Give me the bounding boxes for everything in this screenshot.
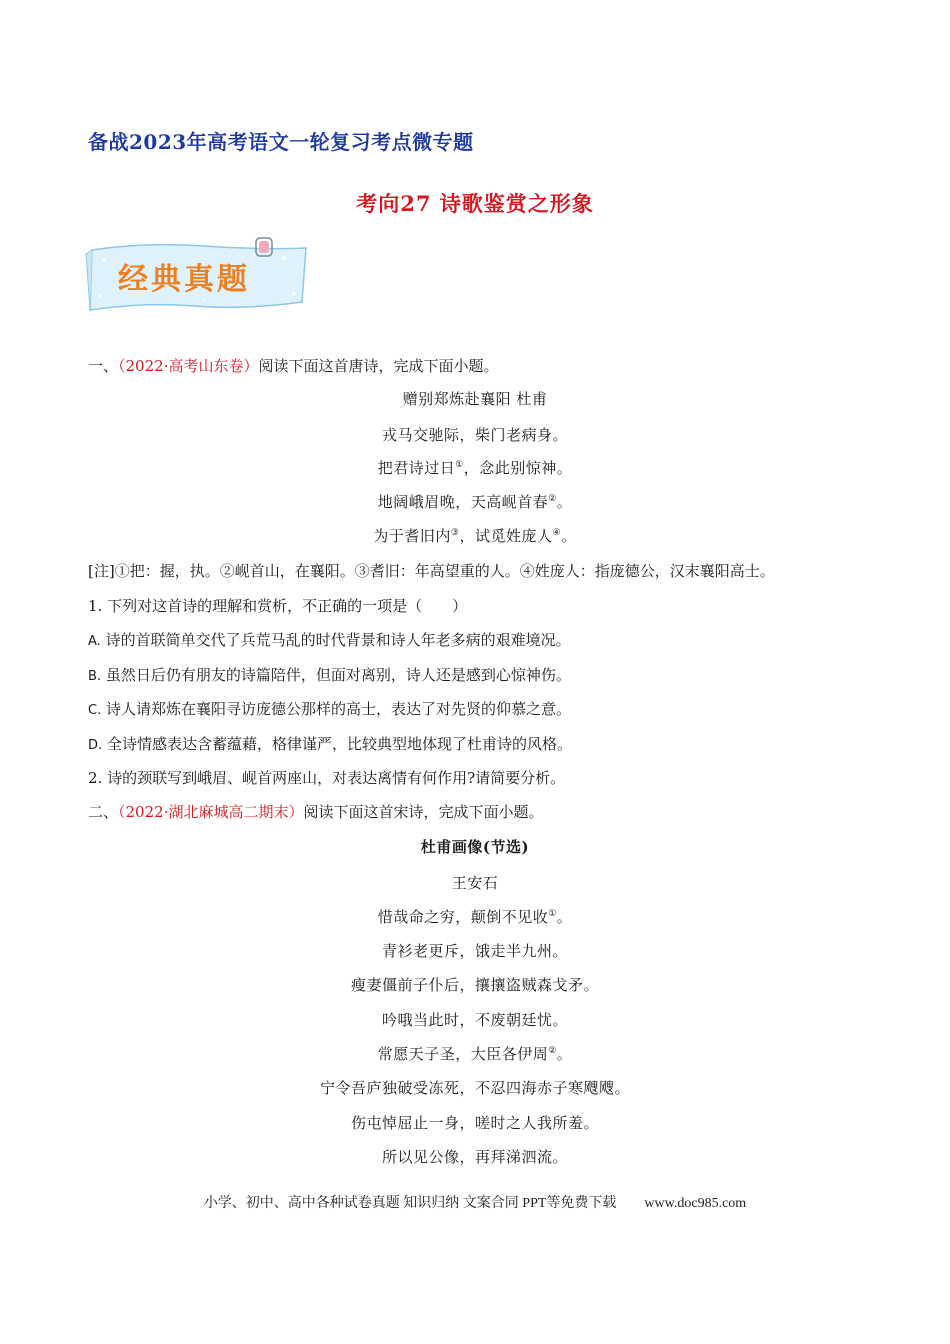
poem1-line-3: 地阔峨眉晚，天高岘首春②。 [377,493,573,511]
poem1-line-4: 为于耆旧内③，试觅姓庞人④。 [373,527,577,545]
poem1-note: [注]①把：握，执。②岘首山，在襄阳。③耆旧：年高望重的人。④姓庞人：指庞德公，汉末襄阳高士。 [88,562,775,580]
poem2-title: 杜甫画像(节选) [420,838,530,856]
poem2-line-6: 宁令吾庐独破受冻死，不忍四海赤子寒飕飕。 [319,1079,630,1097]
section2-instruction: 阅读下面这首宋诗，完成下面小题。 [303,803,544,821]
question-2: 2. 诗的颈联写到峨眉、岘首两座山，对表达离情有何作用?请简要分析。 [88,769,566,787]
poem1-line-1: 戎马交驰际，柴门老病身。 [381,426,568,444]
option-d: D. 全诗情感表达含蓄蕴藉，格律谨严，比较典型地体现了杜甫诗的风格。 [88,735,572,753]
banner-label: 经典真题 [118,262,250,297]
page-footer: 小学、初中、高中各种试卷真题 知识归纳 文案合同 PPT等免费下载 www.doc985.com [203,1196,747,1211]
poem2-line-7: 伤屯悼屈止一身，嗟时之人我所羞。 [350,1114,599,1132]
poem2-line-8: 所以见公像，再拜涕泗流。 [381,1148,568,1166]
section1-prefix: 一、 [88,357,119,375]
section2-source: （2022·湖北麻城高二期末） [118,803,304,821]
classic-exam-banner [84,236,314,318]
poem2-author: 王安石 [451,874,499,892]
poem1-title: 赠别郑炼赴襄阳 杜甫 [402,390,548,408]
poem2-line-4: 吟哦当此时，不废朝廷忧。 [381,1011,568,1029]
option-c: C. 诗人请郑炼在襄阳寻访庞德公那样的高士，表达了对先贤的仰慕之意。 [88,700,572,718]
option-a: A. 诗的首联简单交代了兵荒马乱的时代背景和诗人年老多病的艰难境况。 [88,631,571,649]
section2-heading [88,801,543,823]
section1-instruction: 阅读下面这首唐诗，完成下面小题。 [258,357,499,375]
poem2-line-1: 惜哉命之穷，颠倒不见收①。 [377,908,573,926]
topic-title: 考向27 诗歌鉴赏之形象 [356,191,594,216]
question-1: 1. 下列对这首诗的理解和赏析，不正确的一项是（ ） [88,597,468,615]
section2-prefix: 二、 [88,803,119,821]
poem2-line-3: 瘦妻僵前子仆后，攘攘盗贼森戈矛。 [350,976,599,994]
series-title: 备战2023年高考语文一轮复习考点微专题 [88,130,474,154]
section1-source: （2022·高考山东卷） [118,357,259,375]
option-b: B. 虽然日后仍有朋友的诗篇陪伴，但面对离别，诗人还是感到心惊神伤。 [88,666,571,684]
section1-heading [88,355,498,377]
poem2-line-2: 青衫老更斥，饿走半九州。 [381,942,568,960]
poem1-line-2: 把君诗过日①，念此别惊神。 [377,459,573,477]
poem2-line-5: 常愿天子圣，大臣各伊周②。 [377,1045,573,1063]
